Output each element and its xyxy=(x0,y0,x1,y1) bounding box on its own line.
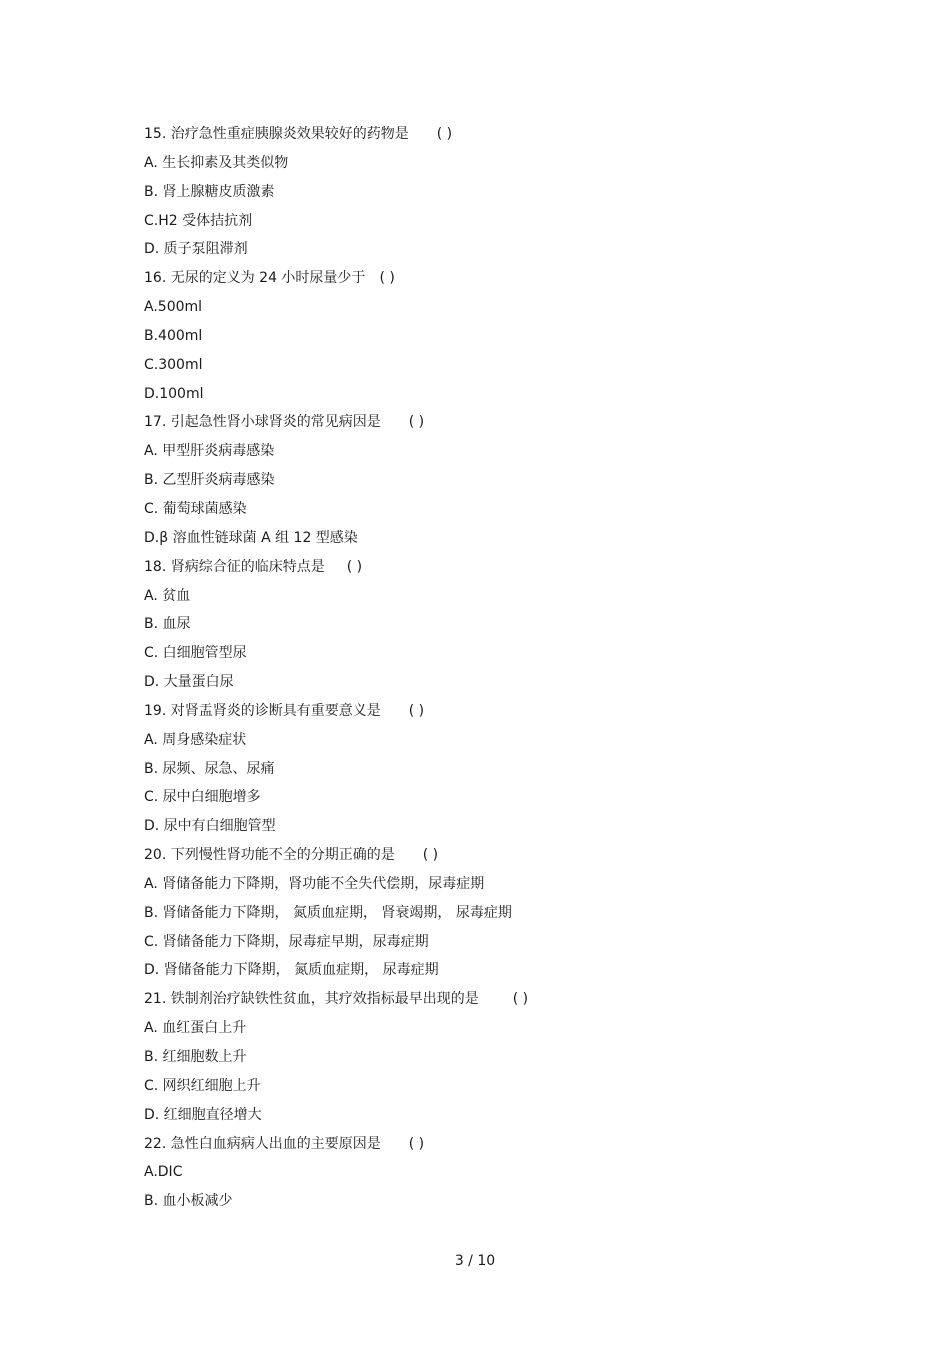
option-b: B. 肾上腺糖皮质激素 xyxy=(144,183,275,200)
question-text: 15. 治疗急性重症胰腺炎效果较好的药物是 xyxy=(144,126,409,142)
option-a: A. 甲型肝炎病毒感染 xyxy=(144,443,275,460)
question-stem xyxy=(144,408,844,437)
option-a: A.DIC xyxy=(144,1164,183,1181)
question-stem xyxy=(144,1130,844,1159)
option-d: D.β 溶血性链球菌 A 组 12 型感染 xyxy=(144,529,358,546)
question-stem xyxy=(144,264,844,293)
option-c: C. 尿中白细胞增多 xyxy=(144,789,261,806)
question-text: 21. 铁制剂治疗缺铁性贫血，其疗效指标最早出现的是 xyxy=(144,991,479,1008)
option-b: B. 肾储备能力下降期， 氮质血症期， 肾衰竭期， 尿毒症期 xyxy=(144,904,512,921)
option-d: D. 质子泵阻滞剂 xyxy=(144,241,248,258)
question-stem xyxy=(144,985,844,1014)
question-21 xyxy=(144,985,844,1129)
question-stem xyxy=(144,553,844,582)
answer-blank: ( ) xyxy=(346,558,363,575)
question-15 xyxy=(144,120,844,264)
option-c: C. 白细胞管型尿 xyxy=(144,645,247,662)
answer-blank: ( ) xyxy=(408,414,425,431)
option-a: A. 周身感染症状 xyxy=(144,731,247,748)
page-number: 3 / 10 xyxy=(454,1253,496,1269)
option-d: D. 大量蛋白尿 xyxy=(144,674,234,691)
question-20 xyxy=(144,841,844,985)
option-c: C. 葡萄球菌感染 xyxy=(144,500,247,517)
question-stem xyxy=(144,697,844,726)
question-16 xyxy=(144,264,844,408)
question-text: 19. 对肾盂肾炎的诊断具有重要意义是 xyxy=(144,702,381,719)
option-a: A. 肾储备能力下降期，肾功能不全失代偿期，尿毒症期 xyxy=(144,875,485,892)
option-b: B.400ml xyxy=(144,327,203,344)
option-c: C.300ml xyxy=(144,356,203,373)
option-b: B. 血小板减少 xyxy=(144,1193,233,1210)
question-list xyxy=(144,120,844,1216)
option-c: C. 网织红细胞上升 xyxy=(144,1077,261,1094)
question-text: 18. 肾病综合征的临床特点是 xyxy=(144,558,325,575)
option-d: D. 红细胞直径增大 xyxy=(144,1106,262,1123)
question-text: 17. 引起急性肾小球肾炎的常见病因是 xyxy=(144,414,381,431)
option-c: C.H2 受体拮抗剂 xyxy=(144,212,253,229)
answer-blank: ( ) xyxy=(436,126,453,142)
option-a: A. 生长抑素及其类似物 xyxy=(144,154,289,171)
answer-blank: ( ) xyxy=(379,270,395,287)
option-a: A.500ml xyxy=(144,299,203,316)
question-text: 22. 急性白血病病人出血的主要原因是 xyxy=(144,1135,381,1152)
question-19 xyxy=(144,697,844,841)
question-text: 20. 下列慢性肾功能不全的分期正确的是 xyxy=(144,847,395,864)
option-d: D. 肾储备能力下降期， 氮质血症期， 尿毒症期 xyxy=(144,962,439,979)
option-b: B. 血尿 xyxy=(144,616,191,633)
question-stem xyxy=(144,841,844,870)
question-22 xyxy=(144,1130,844,1217)
question-text: 16. 无尿的定义为 24 小时尿量少于 xyxy=(144,270,366,287)
question-18 xyxy=(144,553,844,697)
answer-blank: ( ) xyxy=(512,991,529,1008)
option-a: A. 贫血 xyxy=(144,587,191,604)
answer-blank: ( ) xyxy=(408,702,425,719)
question-stem xyxy=(144,120,844,149)
option-d: D.100ml xyxy=(144,385,204,402)
option-a: A. 血红蛋白上升 xyxy=(144,1020,247,1037)
option-c: C. 肾储备能力下降期，尿毒症早期，尿毒症期 xyxy=(144,933,429,950)
question-17 xyxy=(144,408,844,552)
answer-blank: ( ) xyxy=(422,847,439,864)
option-d: D. 尿中有白细胞管型 xyxy=(144,818,276,835)
option-b: B. 乙型肝炎病毒感染 xyxy=(144,472,275,489)
option-b: B. 红细胞数上升 xyxy=(144,1049,247,1065)
option-b: B. 尿频、尿急、尿痛 xyxy=(144,760,275,777)
answer-blank: ( ) xyxy=(408,1135,425,1152)
